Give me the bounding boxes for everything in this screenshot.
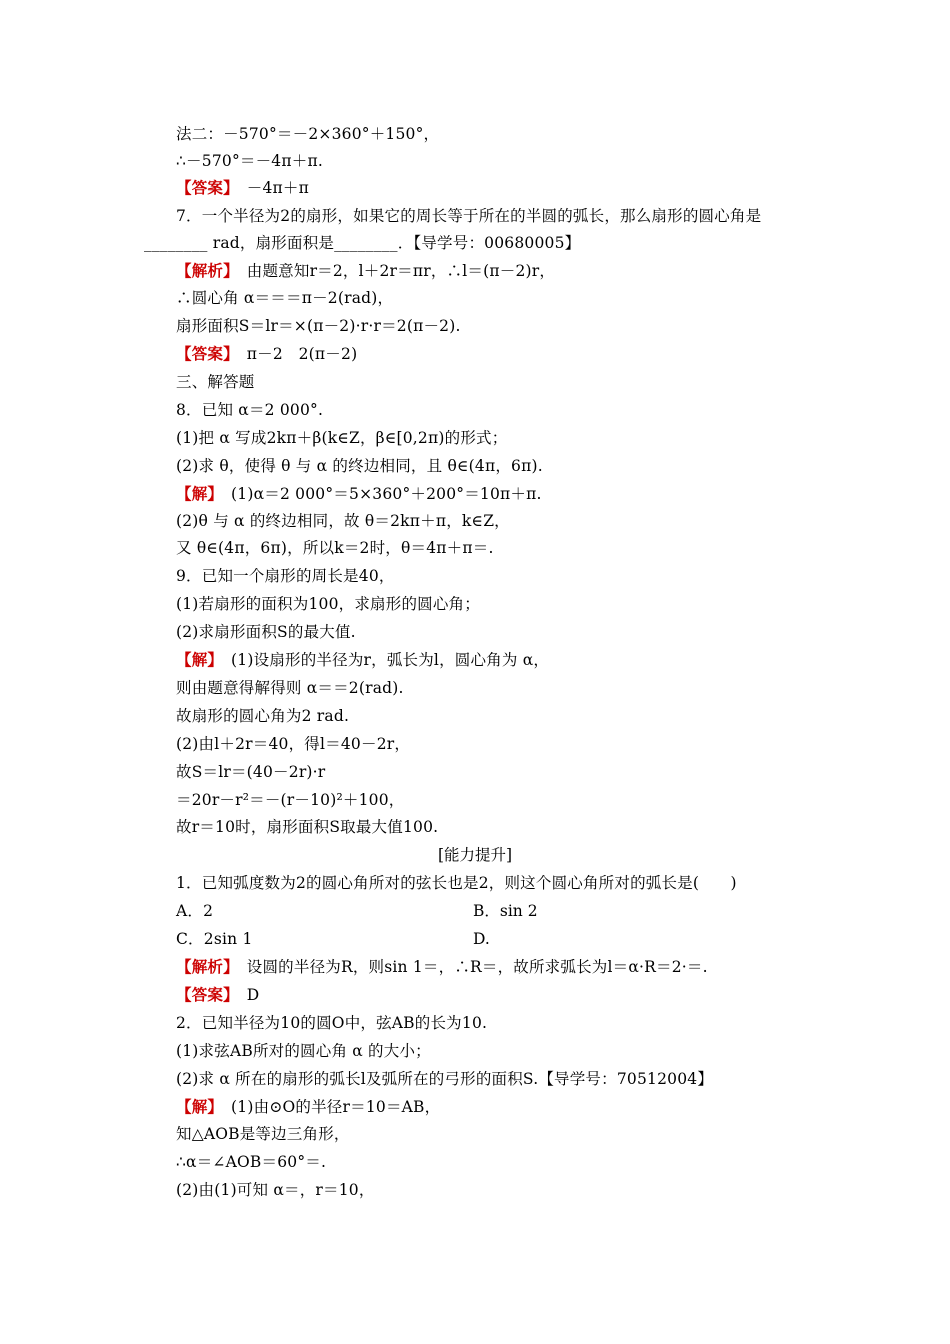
text-line: ∴α＝∠AOB＝60°＝. xyxy=(176,1153,327,1171)
answer-tag: 【答案】 xyxy=(176,178,232,197)
text-line: (1)若扇形的面积为100，求扇形的圆心角； xyxy=(176,595,480,613)
text-line: (2)θ 与 α 的终边相同，故 θ＝2kπ＋π，k∈Z， xyxy=(176,512,510,530)
option-a: A．2 xyxy=(176,902,214,920)
text-line: ＝20r－r²＝－(r－10)²＋100， xyxy=(176,791,405,809)
solution-tag: 【解】 xyxy=(176,1097,216,1116)
text-line: (2)求 α 所在的扇形的弧长l及弧所在的弓形的面积S.【导学号：70512004】 xyxy=(176,1070,714,1088)
text-line: ∴圆心角 α＝＝＝π－2(rad)， xyxy=(176,289,394,307)
text-line: 故r＝10时，扇形面积S取最大值100. xyxy=(176,818,439,836)
answer-line: 【答案】 －4π＋π xyxy=(176,178,309,197)
question-1: 1．已知弧度数为2的圆心角所对的弦长也是2，则这个圆心角所对的弧长是( ) xyxy=(176,874,737,892)
text-line: 则由题意得解得则 α＝＝2(rad). xyxy=(176,679,404,697)
option-c: C．2sin 1 xyxy=(176,930,253,948)
solution-tag: 【解】 xyxy=(176,650,216,669)
text-line: (2)由l＋2r＝40，得l＝40－2r， xyxy=(176,735,411,753)
option-b: B．sin 2 xyxy=(473,902,538,920)
question-8: 8．已知 α＝2 000°. xyxy=(176,401,324,419)
text-line: 又 θ∈(4π，6π)，所以k＝2时，θ＝4π＋π＝. xyxy=(176,539,494,557)
text-line: 扇形面积S＝lr＝×(π－2)·r·r＝2(π－2). xyxy=(176,317,461,335)
text-line: (2)由(1)可知 α＝，r＝10， xyxy=(176,1181,375,1199)
section-heading: [能力提升] xyxy=(437,846,513,864)
question-7-blanks: ________ rad，扇形面积是________．【导学号：00680005】 xyxy=(144,234,581,252)
answer-line: 【答案】 π－2 2(π－2) xyxy=(176,344,358,363)
solution-tag: 【解】 xyxy=(176,484,216,503)
text-line: 法二：－570°＝－2×360°＋150°， xyxy=(176,125,440,143)
question-7: 7．一个半径为2的扇形，如果它的周长等于所在的半圆的弧长，那么扇形的圆心角是 xyxy=(176,207,762,225)
question-9: 9．已知一个扇形的周长是40， xyxy=(176,567,395,585)
text-line: 故扇形的圆心角为2 rad. xyxy=(176,707,350,725)
solution-line: 【解】 (1)设扇形的半径为r，弧长为l，圆心角为 α， xyxy=(176,650,550,669)
analysis-line: 【解析】 设圆的半径为R，则sin 1＝，∴R＝，故所求弧长为l＝α·R＝2·＝. xyxy=(176,957,708,976)
solution-line: 【解】 (1)α＝2 000°＝5×360°＋200°＝10π＋π. xyxy=(176,484,542,503)
solution-line: 【解】 (1)由⊙O的半径r＝10＝AB， xyxy=(176,1097,441,1116)
text-line: (1)把 α 写成2kπ＋β(k∈Z，β∈[0,2π)的形式； xyxy=(176,429,508,447)
answer-line: 【答案】 D xyxy=(176,985,260,1004)
text-line: ∴－570°＝－4π＋π. xyxy=(176,152,323,170)
answer-tag: 【答案】 xyxy=(176,985,232,1004)
text-line: 故S＝lr＝(40－2r)·r xyxy=(176,763,326,781)
text-line: (2)求扇形面积S的最大值. xyxy=(176,623,356,641)
option-d: D. xyxy=(473,930,490,948)
section-title: 三、解答题 xyxy=(176,373,255,391)
analysis-tag: 【解析】 xyxy=(176,957,232,976)
analysis-line: 【解析】 由题意知r＝2，l＋2r＝πr，∴l＝(π－2)r， xyxy=(176,261,556,280)
text-line: (1)求弦AB所对的圆心角 α 的大小； xyxy=(176,1042,431,1060)
analysis-tag: 【解析】 xyxy=(176,261,232,280)
text-line: (2)求 θ，使得 θ 与 α 的终边相同，且 θ∈(4π，6π). xyxy=(176,457,543,475)
question-2: 2．已知半径为10的圆O中，弦AB的长为10. xyxy=(176,1014,488,1032)
answer-tag: 【答案】 xyxy=(176,344,232,363)
text-line: 知△AOB是等边三角形， xyxy=(176,1125,350,1143)
